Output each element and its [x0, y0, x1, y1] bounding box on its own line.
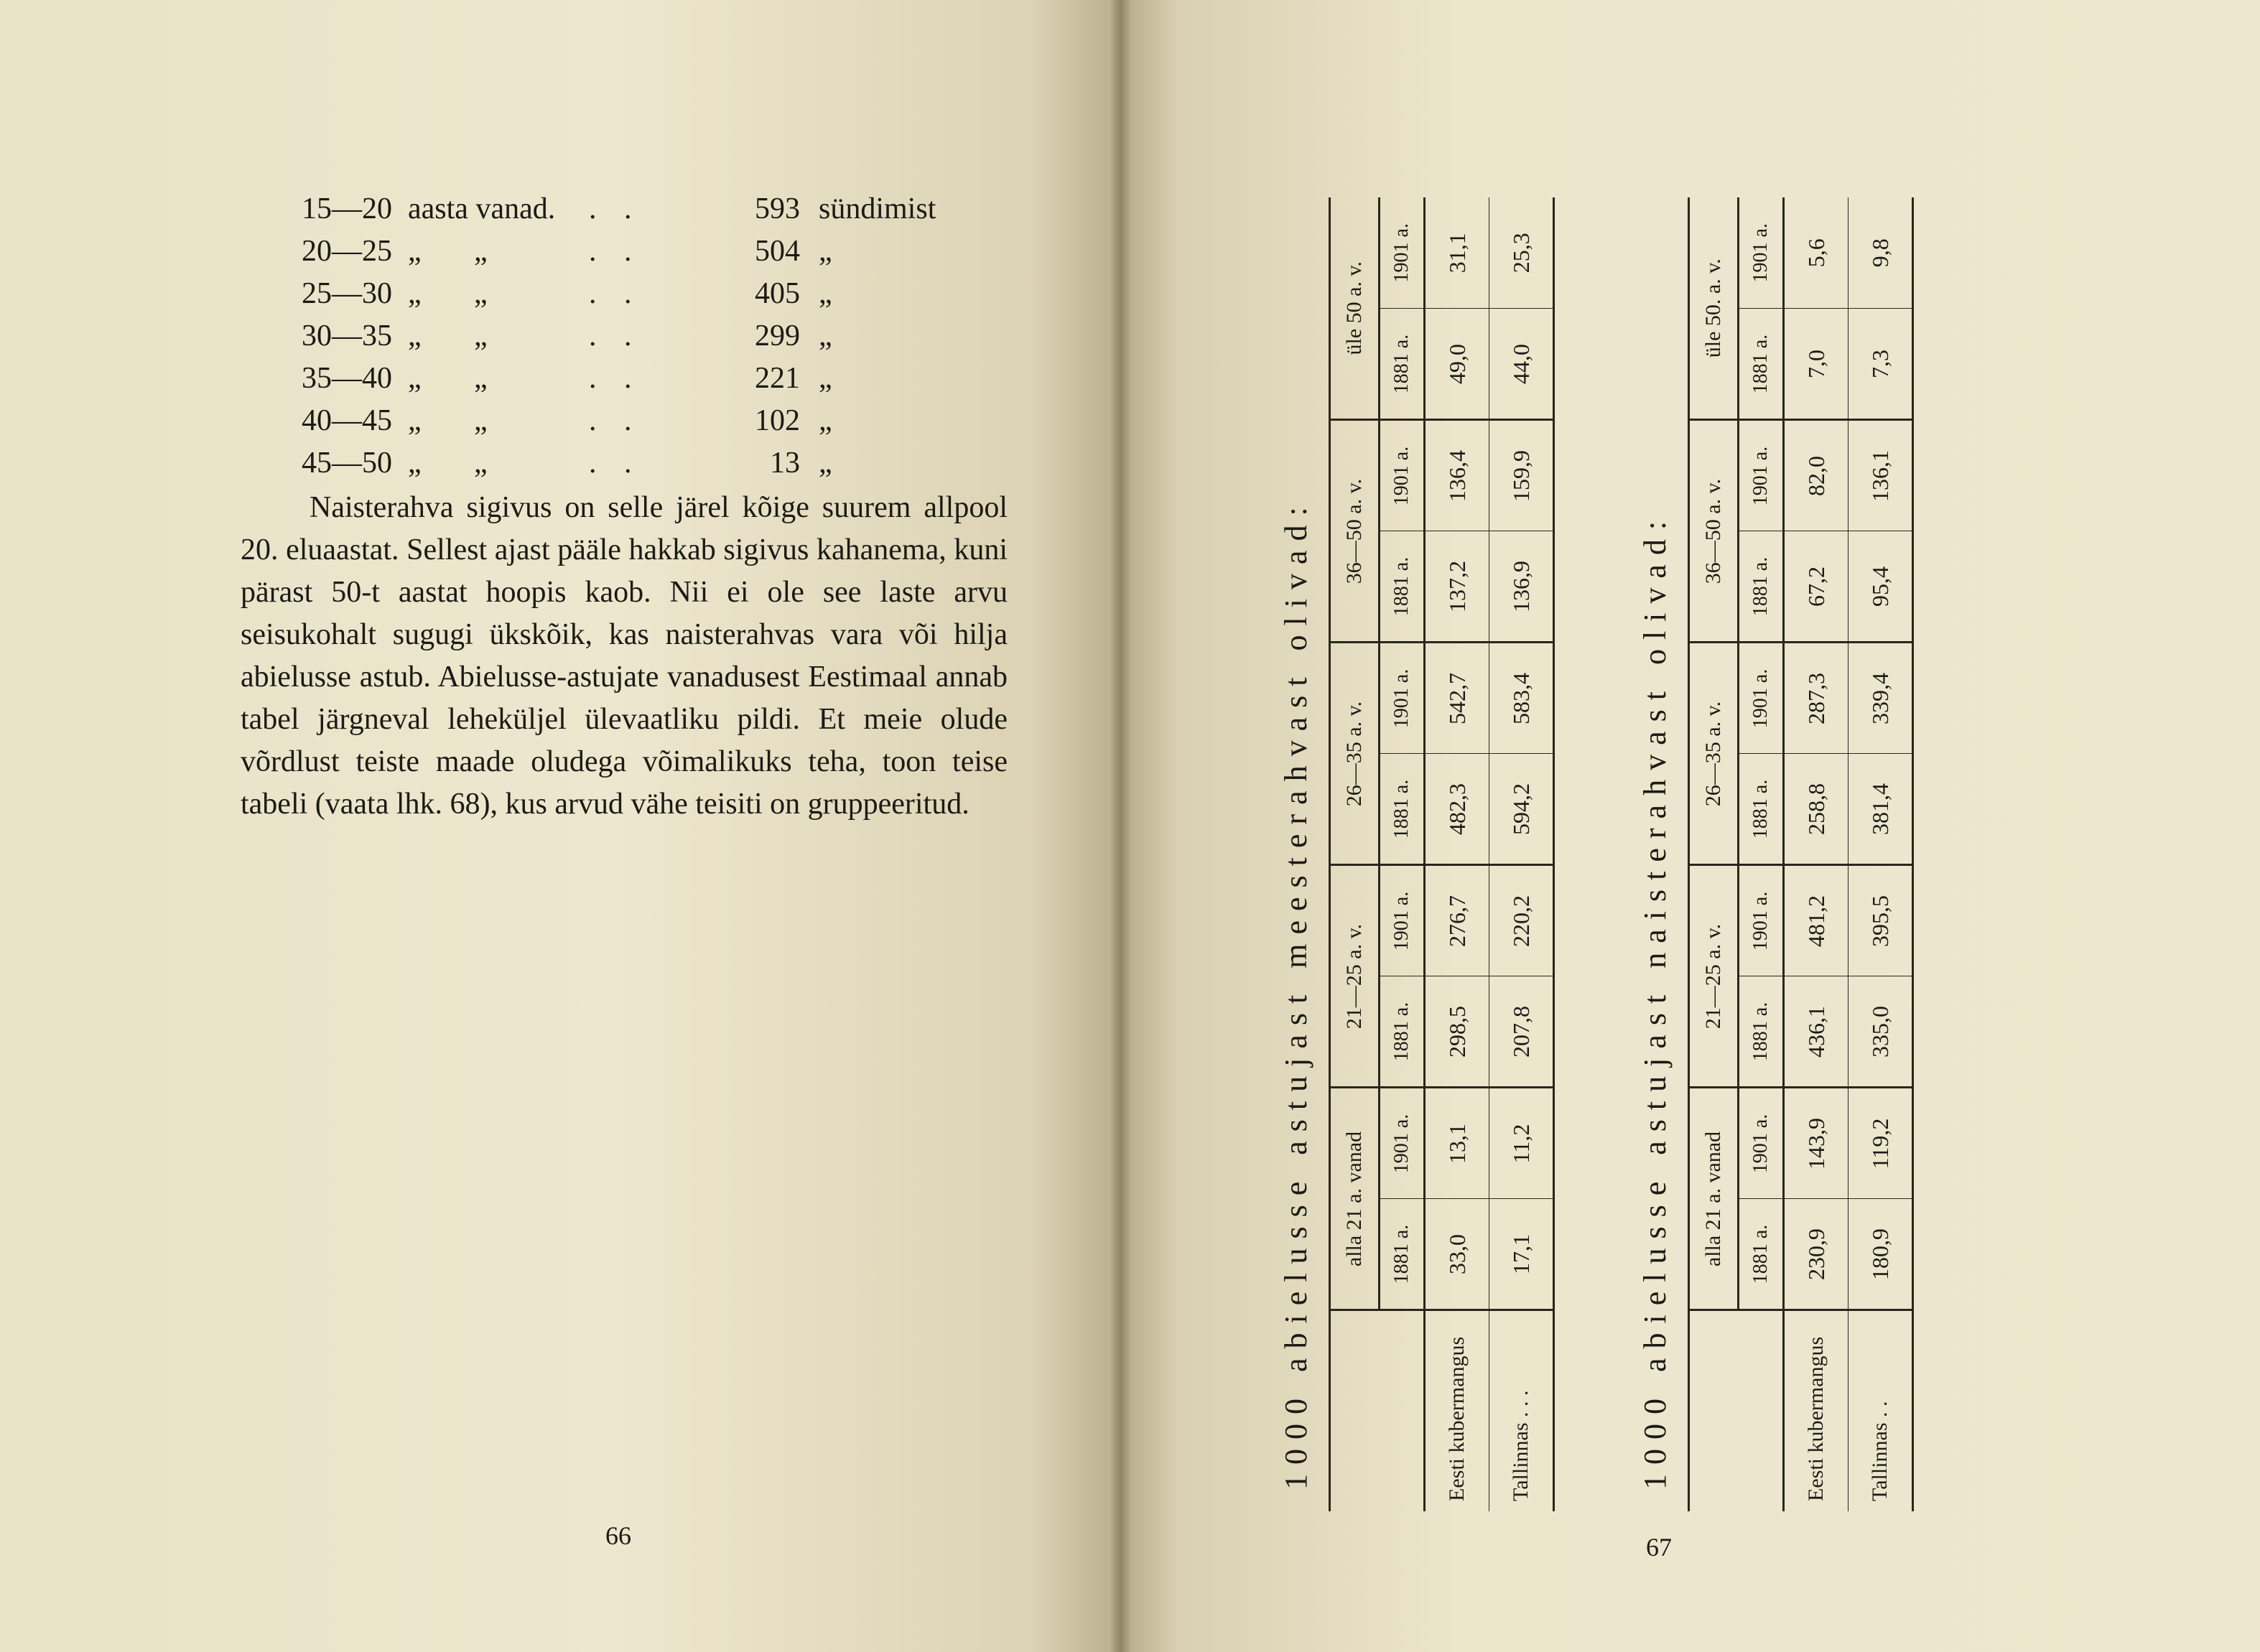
age-group-header: 36—50 a. v.: [1330, 420, 1380, 643]
table-cell: 481,2: [1784, 865, 1849, 976]
table-cell: 258,8: [1784, 754, 1849, 865]
age-row: [302, 188, 936, 230]
table-cell: 44,0: [1489, 309, 1554, 420]
birth-label: „: [819, 277, 832, 310]
year-header: 1901 a.: [1380, 865, 1425, 976]
table-cell: 5,6: [1784, 197, 1849, 309]
birth-count: 504: [755, 235, 800, 268]
age-unit: „: [474, 235, 488, 268]
table-corner: [1330, 1310, 1425, 1511]
age-unit: „: [474, 404, 488, 437]
table-cell: 230,9: [1784, 1199, 1849, 1310]
age-row: [302, 442, 890, 485]
age-unit: aasta vanad.: [408, 192, 556, 225]
table-row: [1425, 197, 1489, 1511]
age-group-header: 26—35 a. v.: [1689, 643, 1739, 865]
birth-label: „: [819, 235, 832, 268]
ditto-mark: „: [408, 447, 422, 480]
age-row: [302, 315, 890, 358]
page-number-right: 67: [1646, 1533, 1672, 1562]
table-women: [1623, 197, 1914, 1511]
age-row: [302, 273, 890, 315]
leader-dots: . .: [589, 192, 642, 225]
age-birth-list: [302, 188, 936, 485]
table-cell: 395,5: [1849, 865, 1913, 976]
age-range: 30—35: [302, 319, 392, 353]
age-row: [302, 230, 890, 273]
table-cell: 180,9: [1849, 1199, 1913, 1310]
table-cell: 11,2: [1489, 1088, 1554, 1199]
age-range: 15—20: [302, 192, 392, 225]
year-header: 1901 a.: [1380, 1088, 1425, 1199]
year-header: 1881 a.: [1739, 1199, 1784, 1310]
age-unit: „: [474, 447, 488, 480]
leader-dots: . .: [589, 362, 642, 395]
table-cell: 298,5: [1425, 976, 1489, 1088]
age-unit: „: [474, 362, 488, 395]
birth-count: 13: [770, 447, 800, 480]
age-range: 35—40: [302, 362, 392, 395]
year-header: 1881 a.: [1380, 1199, 1425, 1310]
year-header: 1901 a.: [1739, 1088, 1784, 1199]
year-header: 1901 a.: [1380, 197, 1425, 309]
birth-count: 102: [755, 404, 800, 437]
leader-dots: . .: [589, 235, 642, 268]
age-range: 20—25: [302, 235, 392, 268]
birth-label: „: [819, 447, 832, 480]
table-cell: 25,3: [1489, 197, 1554, 309]
age-unit: „: [474, 319, 488, 353]
table-cell: 207,8: [1489, 976, 1554, 1088]
book-gutter: [1110, 0, 1131, 1652]
age-range: 25—30: [302, 277, 392, 310]
birth-count: 221: [755, 362, 800, 395]
leader-dots: . .: [589, 319, 642, 353]
table-cell: 82,0: [1784, 420, 1849, 531]
table-caption: 1000 abielusse astujast naisterahvast olivad:: [1637, 511, 1673, 1490]
table-cell: 583,4: [1489, 643, 1554, 754]
ditto-mark: „: [408, 319, 422, 353]
age-group-header: alla 21 a. vanad: [1330, 1088, 1380, 1310]
year-header: 1901 a.: [1739, 643, 1784, 754]
table-cell: 33,0: [1425, 1199, 1489, 1310]
table-cell: 276,7: [1425, 865, 1489, 976]
table-cell: 136,9: [1489, 531, 1554, 643]
birth-label: „: [819, 319, 832, 353]
year-header: 1881 a.: [1380, 531, 1425, 643]
table-row: [1784, 197, 1849, 1511]
row-label: Eesti kubermangus: [1784, 1310, 1849, 1511]
age-group-header: alla 21 a. vanad: [1689, 1088, 1739, 1310]
table-cell: 137,2: [1425, 531, 1489, 643]
table-cell: 482,3: [1425, 754, 1489, 865]
table-cell: 9,8: [1849, 197, 1913, 309]
table-cell: 7,3: [1849, 309, 1913, 420]
table-cell: 119,2: [1849, 1088, 1913, 1199]
row-label: Eesti kubermangus: [1425, 1310, 1489, 1511]
age-group-header: üle 50 a. v.: [1330, 197, 1380, 420]
ditto-mark: „: [408, 362, 422, 395]
table-caption: 1000 abielusse astujast meesterahvast olivad:: [1278, 498, 1313, 1490]
row-label: Tallinnas . . .: [1489, 1310, 1554, 1511]
table-cell: 17,1: [1489, 1199, 1554, 1310]
marriage-age-table: [1688, 197, 1914, 1511]
year-header: 1881 a.: [1380, 309, 1425, 420]
table-cell: 339,4: [1849, 643, 1913, 754]
age-group-header: üle 50. a. v.: [1689, 197, 1739, 420]
table-row: [1489, 197, 1554, 1511]
age-group-header: 21—25 a. v.: [1330, 865, 1380, 1088]
left-page: [0, 0, 1120, 1652]
table-cell: 159,9: [1489, 420, 1554, 531]
age-group-header: 36—50 a. v.: [1689, 420, 1739, 643]
row-label: Tallinnas . .: [1849, 1310, 1913, 1511]
year-header: 1881 a.: [1380, 754, 1425, 865]
table-cell: 542,7: [1425, 643, 1489, 754]
table-cell: 287,3: [1784, 643, 1849, 754]
age-range: 45—50: [302, 447, 392, 480]
table-corner: [1689, 1310, 1784, 1511]
ditto-mark: „: [408, 235, 422, 268]
year-header: 1881 a.: [1739, 976, 1784, 1088]
rotated-tables: [1264, 197, 1968, 1511]
table-cell: 220,2: [1489, 865, 1554, 976]
leader-dots: . .: [589, 447, 642, 480]
ditto-mark: „: [408, 404, 422, 437]
age-group-header: 21—25 a. v.: [1689, 865, 1739, 1088]
page-number-left: 66: [605, 1521, 631, 1550]
table-row: [1849, 197, 1913, 1511]
year-header: 1901 a.: [1739, 197, 1784, 309]
table-cell: 49,0: [1425, 309, 1489, 420]
year-header: 1881 a.: [1739, 754, 1784, 865]
year-header: 1881 a.: [1739, 309, 1784, 420]
table-cell: 95,4: [1849, 531, 1913, 643]
table-cell: 594,2: [1489, 754, 1554, 865]
table-cell: 143,9: [1784, 1088, 1849, 1199]
age-row: [302, 400, 890, 442]
table-cell: 136,4: [1425, 420, 1489, 531]
table-cell: 67,2: [1784, 531, 1849, 643]
age-range: 40—45: [302, 404, 392, 437]
year-header: 1901 a.: [1739, 865, 1784, 976]
age-group-header: 26—35 a. v.: [1330, 643, 1380, 865]
table-cell: 13,1: [1425, 1088, 1489, 1199]
birth-count: 405: [755, 277, 800, 310]
birth-count: 593: [755, 192, 800, 225]
table-men: [1264, 197, 1555, 1511]
body-paragraph: Naisterahva sigivus on selle järel kõige suurem allpool 20. eluaastat. Sellest ajast pääle hakkab sigivus kahanema, kuni pärast 50-t aastat hoopis kaob. Nii ei ole see laste arvu seisukohalt sugugi ükskõik, kas naisterahvas vara või hilja abielusse astub. Abielusse-astujate vanadusest Eestimaal annab tabel järgneval leheküljel ülevaatliku pildi. Et meie olude võrdlust teiste maade oludega võimalikuks teha, toon teise tabeli (vaata lhk. 68), kus arvud vähe teisiti on gruppeeritud.: [241, 491, 1008, 821]
year-header: 1881 a.: [1380, 976, 1425, 1088]
birth-label: sündimist: [819, 192, 936, 225]
table-cell: 31,1: [1425, 197, 1489, 309]
table-cell: 436,1: [1784, 976, 1849, 1088]
marriage-age-table: [1329, 197, 1555, 1511]
table-cell: 7,0: [1784, 309, 1849, 420]
leader-dots: . .: [589, 404, 642, 437]
birth-label: „: [819, 362, 832, 395]
year-header: 1901 a.: [1380, 420, 1425, 531]
ditto-mark: „: [408, 277, 422, 310]
age-unit: „: [474, 277, 488, 310]
year-header: 1901 a.: [1739, 420, 1784, 531]
year-header: 1881 a.: [1739, 531, 1784, 643]
birth-count: 299: [755, 319, 800, 353]
table-cell: 381,4: [1849, 754, 1913, 865]
table-cell: 136,1: [1849, 420, 1913, 531]
leader-dots: . .: [589, 277, 642, 310]
year-header: 1901 a.: [1380, 643, 1425, 754]
birth-label: „: [819, 404, 832, 437]
age-row: [302, 358, 890, 400]
table-cell: 335,0: [1849, 976, 1913, 1088]
